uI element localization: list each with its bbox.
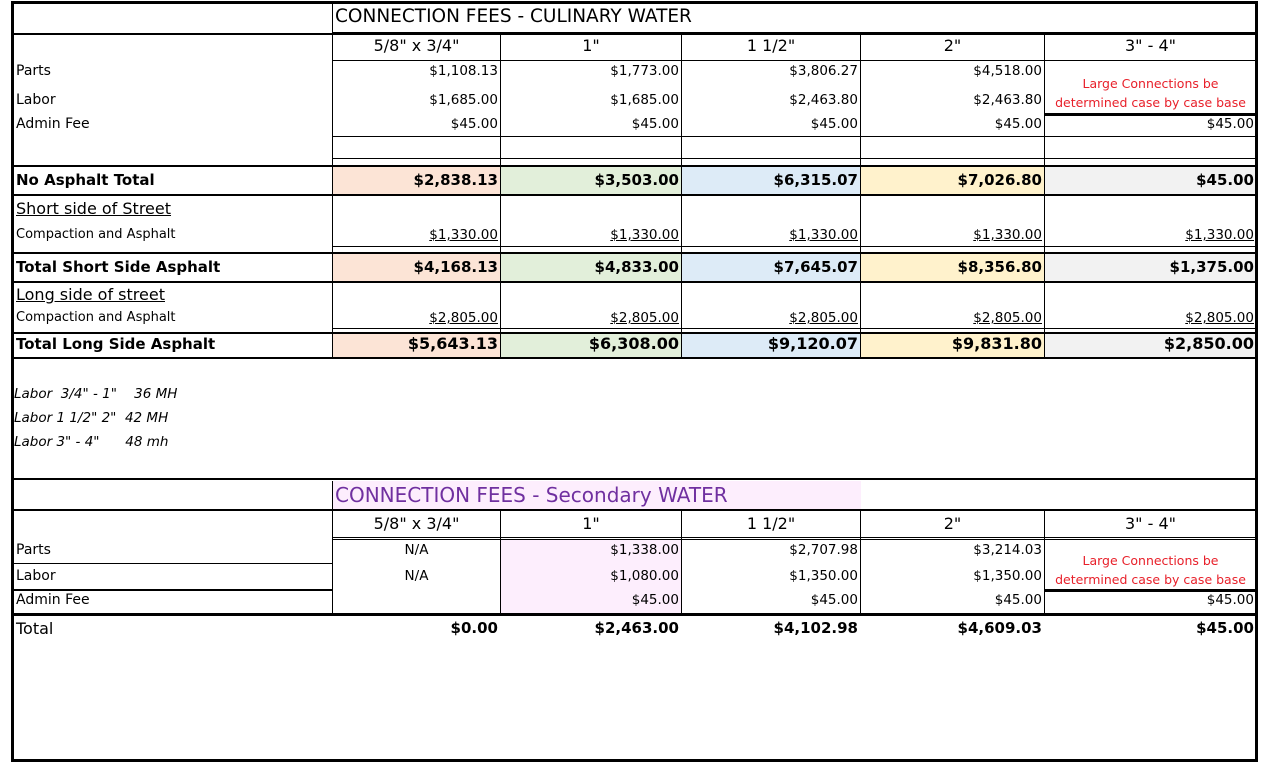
total-long-side-label: Total Long Side Asphalt [16,335,216,353]
sec-parts-value: N/A [404,542,429,558]
labor-note: Labor 3" - 4" 48 mh [14,434,169,450]
sec-total-value: $4,102.98 [773,619,858,637]
no-asphalt-total-value: $7,026.80 [957,171,1042,189]
no-asphalt-total-value: $3,503.00 [594,171,679,189]
culinary-col-header: 1" [582,36,600,55]
labor-note: Labor 3/4" - 1" 36 MH [14,386,178,402]
parts-value: $1,108.13 [429,63,498,79]
total-long-side-value: $2,850.00 [1163,334,1254,353]
labor-value: $1,685.00 [610,92,679,108]
long-compaction-value: $2,805.00 [789,310,858,326]
long-side-heading: Long side of street [16,285,165,304]
secondary-col-header: 1" [582,514,600,533]
long-compaction-value: $2,805.00 [429,310,498,326]
sec-total-label: Total [16,619,54,638]
no-asphalt-total-value: $45.00 [1196,171,1254,189]
admin-fee-value: $45.00 [810,116,858,132]
total-short-side-value: $8,356.80 [957,258,1042,276]
total-long-side-value: $5,643.13 [407,334,498,353]
sec-labor-label: Labor [16,568,56,584]
secondary-col-header: 5/8" x 3/4" [373,514,460,533]
secondary-col-header: 3" - 4" [1124,514,1177,533]
secondary-col-header: 2" [943,514,962,533]
short-compaction-value: $1,330.00 [429,227,498,243]
sec-admin-fee-value: $45.00 [631,592,679,608]
short-side-heading: Short side of Street [16,199,172,218]
labor-note: Labor 1 1/2" 2" 42 MH [14,410,169,426]
short-compaction-value: $1,330.00 [789,227,858,243]
short-compaction-value: $1,330.00 [1185,227,1254,243]
long-compaction-label: Compaction and Asphalt [16,310,176,325]
admin-fee-label: Admin Fee [16,116,90,132]
no-asphalt-total-label: No Asphalt Total [16,171,155,189]
parts-value: $3,806.27 [789,63,858,79]
large-connections-note: Large Connections be determined case by case base [1055,76,1246,110]
total-long-side-value: $9,120.07 [767,334,858,353]
culinary-title: CONNECTION FEES - CULINARY WATER [335,6,692,27]
total-short-side-label: Total Short Side Asphalt [16,258,221,276]
sec-admin-fee-value: $45.00 [994,592,1042,608]
culinary-col-header: 5/8" x 3/4" [373,36,460,55]
sec-labor-value: $1,080.00 [610,568,679,584]
total-short-side-value: $4,168.13 [413,258,498,276]
sec-parts-value: $1,338.00 [610,542,679,558]
admin-fee-value: $45.00 [450,116,498,132]
parts-value: $1,773.00 [610,63,679,79]
no-asphalt-total-value: $6,315.07 [773,171,858,189]
culinary-col-header: 1 1/2" [746,36,796,55]
sec-admin-fee-value: $45.00 [810,592,858,608]
sec-total-value: $4,609.03 [957,619,1042,637]
culinary-col-header: 2" [943,36,962,55]
sec-parts-value: $3,214.03 [973,542,1042,558]
total-long-side-value: $9,831.80 [951,334,1042,353]
sec-labor-value: $1,350.00 [973,568,1042,584]
admin-fee-value: $45.00 [1206,116,1254,132]
sec-total-value: $45.00 [1196,619,1254,637]
total-short-side-value: $1,375.00 [1169,258,1254,276]
total-short-side-value: $4,833.00 [594,258,679,276]
labor-label: Labor [16,92,56,108]
sec-total-value: $0.00 [450,619,498,637]
sec-admin-fee-value: $45.00 [1206,592,1254,608]
sec-labor-value: N/A [404,568,429,584]
labor-value: $2,463.80 [973,92,1042,108]
long-compaction-value: $2,805.00 [973,310,1042,326]
sec-parts-value: $2,707.98 [789,542,858,558]
labor-value: $2,463.80 [789,92,858,108]
admin-fee-value: $45.00 [631,116,679,132]
labor-value: $1,685.00 [429,92,498,108]
culinary-col-header: 3" - 4" [1124,36,1177,55]
secondary-title: CONNECTION FEES - Secondary WATER [335,483,728,507]
short-compaction-value: $1,330.00 [610,227,679,243]
admin-fee-value: $45.00 [994,116,1042,132]
no-asphalt-total-value: $2,838.13 [413,171,498,189]
sec-parts-label: Parts [16,542,51,558]
total-long-side-value: $6,308.00 [588,334,679,353]
sec-labor-value: $1,350.00 [789,568,858,584]
short-compaction-label: Compaction and Asphalt [16,227,176,242]
parts-value: $4,518.00 [973,63,1042,79]
sec-total-value: $2,463.00 [594,619,679,637]
sec-admin-fee-label: Admin Fee [16,592,90,608]
secondary-col-header: 1 1/2" [746,514,796,533]
long-compaction-value: $2,805.00 [610,310,679,326]
total-short-side-value: $7,645.07 [773,258,858,276]
parts-label: Parts [16,63,51,79]
long-compaction-value: $2,805.00 [1185,310,1254,326]
sec-large-connections-note: Large Connections be determined case by case base [1055,553,1246,587]
short-compaction-value: $1,330.00 [973,227,1042,243]
